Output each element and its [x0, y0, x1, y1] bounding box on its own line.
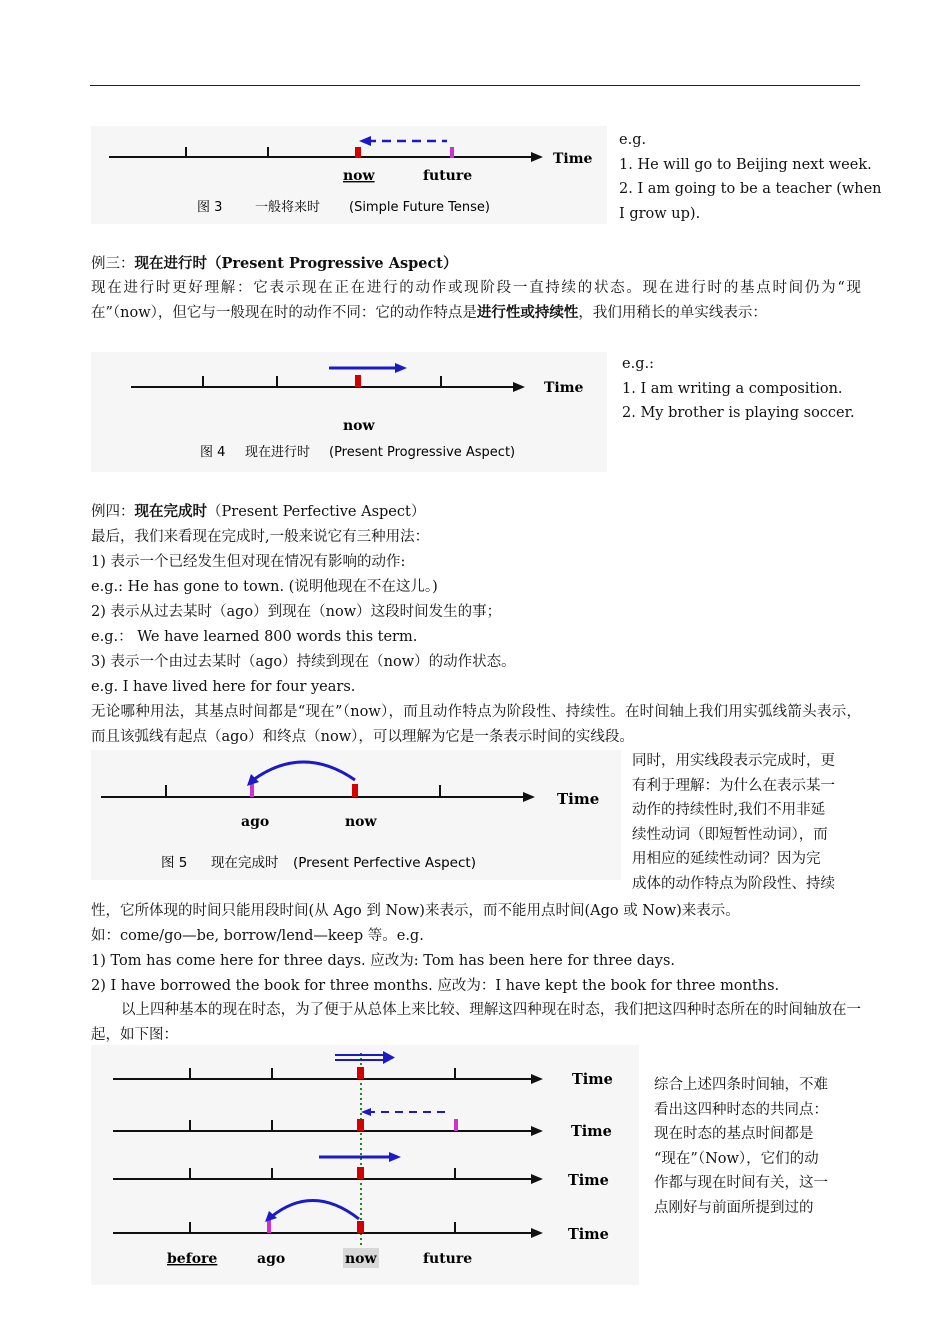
example-list-future — [619, 128, 882, 226]
figure-combined — [91, 1045, 639, 1285]
figure-4 — [91, 352, 607, 472]
section-4-title: 现在完成时 — [134, 503, 207, 520]
side-line: 动作的持续性时,我们不用非延 — [632, 802, 826, 819]
tick — [267, 147, 269, 157]
time-label-3: Time — [568, 1172, 609, 1189]
example-line: 1. He will go to Beijing next week. — [619, 156, 872, 173]
tick — [189, 1068, 191, 1079]
tick — [271, 1120, 273, 1131]
side-line: 同时，用实线段表示完成时，更 — [632, 753, 835, 769]
continued-line: 1) Tom has come here for three days. 应改为: Tom has been here for three days. — [91, 953, 676, 969]
perfective-arc — [271, 1200, 359, 1219]
section-4-line: 1) 表示一个已经发生但对现在情况有影响的动作: — [91, 554, 406, 570]
ago-marker — [250, 784, 254, 797]
axis-arrowhead — [513, 382, 525, 392]
section-4-line: 最后，我们来看现在完成时,一般来说它有三种用法： — [91, 529, 430, 545]
now-marker — [357, 1167, 364, 1179]
section-4-line: 2) 表示从过去某时（ago）到现在（now）这段时间发生的事； — [91, 604, 502, 620]
example-line: 2. I am going to be a teacher (when — [619, 181, 882, 198]
side-line: “现在”（Now），它们的动 — [654, 1150, 819, 1167]
future-dashed-arrowhead — [361, 1108, 371, 1116]
header-rule — [90, 85, 860, 86]
combined-timelines — [91, 1045, 639, 1285]
tick — [440, 376, 442, 387]
ago-label: ago — [257, 1251, 286, 1267]
section-4-paragraph: 无论哪种用法，其基点时间都是“现在”（now），而且动作特点为阶段性、持续性。在时间轴上我们用实弧线箭头表示，而且该弧线有起点（ago）和终点（now），可以理解为它是一条表示时间的实线段。 — [91, 704, 861, 745]
now-label: now — [343, 418, 375, 434]
example-line: 2. My brother is playing soccer. — [622, 405, 855, 422]
example-line: I grow up). — [619, 205, 701, 222]
continued-line: 性，它所体现的时间只能用段时间(从 Ago 到 Now)来表示，而不能用点时间(Ago 或 Now)来表示。 — [91, 903, 740, 919]
now-marker — [355, 147, 361, 158]
figure-combined-side-text — [654, 1073, 828, 1221]
figure-caption-english: (Simple Future Tense) — [349, 200, 490, 215]
now-marker — [357, 1119, 364, 1131]
side-line: 点刚好与前面所提到过的 — [654, 1199, 814, 1216]
side-line: 作都与现在时间有关，这一 — [654, 1175, 828, 1192]
example-list-progressive — [622, 352, 855, 426]
section-4-heading — [91, 502, 425, 522]
section-4-line: 3) 表示一个由过去某时（ago）持续到现在（now）的动作状态。 — [91, 654, 516, 670]
future-marker — [450, 147, 454, 158]
example-line: e.g. — [619, 132, 647, 148]
future-label: future — [423, 168, 473, 184]
tick — [439, 785, 441, 797]
ago-label: ago — [241, 814, 270, 830]
example-line: e.g.: — [622, 356, 654, 372]
paragraph-text: ，我们用稍长的单实线表示： — [578, 304, 767, 321]
continued-line: 如：come/go—be, borrow/lend—keep 等。e.g. — [91, 928, 424, 944]
figure-5-side-text — [632, 749, 835, 897]
future-label: future — [423, 1251, 473, 1267]
paragraph-emphasis: 进行性或持续性 — [476, 303, 579, 321]
section-4-line: e.g.： We have learned 800 words this term. — [91, 629, 418, 645]
axis-arrowhead — [523, 792, 535, 802]
now-marker — [357, 1221, 364, 1233]
tick — [454, 1222, 456, 1233]
tick — [454, 1068, 456, 1079]
axis-arrowhead — [531, 1126, 543, 1136]
figure-caption-name: 一般将来时 — [255, 200, 321, 215]
future-marker — [454, 1119, 458, 1131]
now-label: now — [345, 1251, 377, 1267]
figure-caption-number: 图 4 — [200, 445, 226, 460]
section-3-paragraph — [91, 276, 861, 325]
time-label-1: Time — [572, 1071, 613, 1088]
tick — [165, 785, 167, 797]
tick — [189, 1120, 191, 1131]
now-label: now — [343, 168, 375, 184]
side-line: 成体的动作特点为阶段性、持续 — [632, 875, 835, 892]
tick — [271, 1068, 273, 1079]
tick — [189, 1222, 191, 1233]
figure-caption-english: (Present Perfective Aspect) — [293, 855, 476, 871]
figure-caption-number: 图 3 — [197, 200, 223, 215]
continued-line: 2) I have borrowed the book for three months. 应改为：I have kept the book for three months. — [91, 978, 780, 994]
figure-caption-name: 现在进行时 — [245, 445, 311, 460]
time-label: Time — [557, 790, 600, 808]
tick — [271, 1168, 273, 1179]
section-3-title: 现在进行时（Present Progressive Aspect） — [134, 255, 458, 272]
now-label: now — [345, 814, 377, 830]
tick — [454, 1168, 456, 1179]
tick — [276, 376, 278, 387]
tick — [189, 1168, 191, 1179]
now-marker — [357, 1067, 364, 1079]
figure-5-timeline — [91, 750, 621, 880]
side-line: 续性动词（即短暂性动词），而 — [632, 826, 828, 843]
section-4-title-english: （Present Perfective Aspect） — [207, 504, 426, 520]
before-label: before — [167, 1251, 218, 1267]
figure-3-timeline — [91, 126, 607, 224]
time-label: Time — [544, 380, 584, 396]
side-line: 现在时态的基点时间都是 — [654, 1126, 814, 1143]
axis-arrowhead — [531, 1228, 543, 1238]
double-arrowhead — [383, 1051, 395, 1064]
ago-marker — [267, 1220, 271, 1233]
summary-paragraph: 以上四种基本的现在时态，为了便于从总体上来比较、理解这四种现在时态，我们把这四种时态所在的时间轴放在一起，如下图： — [91, 1002, 861, 1043]
section-4-line: e.g. I have lived here for four years. — [91, 679, 356, 695]
axis-arrowhead — [531, 1074, 543, 1084]
section-3-prefix: 例三： — [91, 256, 135, 272]
side-line: 看出这四种时态的共同点： — [654, 1101, 828, 1118]
section-3-heading — [91, 254, 458, 274]
axis-arrowhead — [531, 1174, 543, 1184]
tick — [202, 376, 204, 387]
progressive-arrowhead — [395, 363, 407, 373]
figure-caption-number: 图 5 — [161, 855, 188, 871]
side-line: 有利于理解：为什么在表示某一 — [632, 777, 835, 794]
side-line: 用相应的延续性动词？因为完 — [632, 851, 821, 868]
now-marker — [355, 375, 361, 387]
future-dashed-arrowhead — [359, 136, 371, 146]
section-4-prefix: 例四： — [91, 504, 135, 520]
paragraph-text: 现在进行时更好理解：它表示现在正在进行的动作或现阶段一直持续的状态。现在进行时的基点时间仍为“现在”（now），但它与一般现在时的动作不同：它的动作特点是 — [91, 280, 861, 321]
figure-caption-name: 现在完成时 — [211, 855, 279, 871]
now-marker — [352, 784, 358, 797]
figure-caption-english: (Present Progressive Aspect) — [329, 445, 516, 460]
perfective-arc — [253, 762, 355, 780]
figure-3 — [91, 126, 607, 224]
tick — [185, 147, 187, 157]
time-label-2: Time — [571, 1123, 612, 1140]
time-label-4: Time — [568, 1226, 609, 1243]
section-4-line: e.g.: He has gone to town. (说明他现在不在这儿。) — [91, 579, 438, 595]
time-label: Time — [553, 151, 593, 167]
progressive-arrowhead — [389, 1152, 401, 1162]
example-line: 1. I am writing a composition. — [622, 380, 843, 397]
figure-5 — [91, 750, 621, 880]
figure-4-timeline — [91, 352, 607, 472]
side-line: 综合上述四条时间轴，不难 — [654, 1077, 828, 1093]
axis-arrowhead — [531, 152, 543, 162]
